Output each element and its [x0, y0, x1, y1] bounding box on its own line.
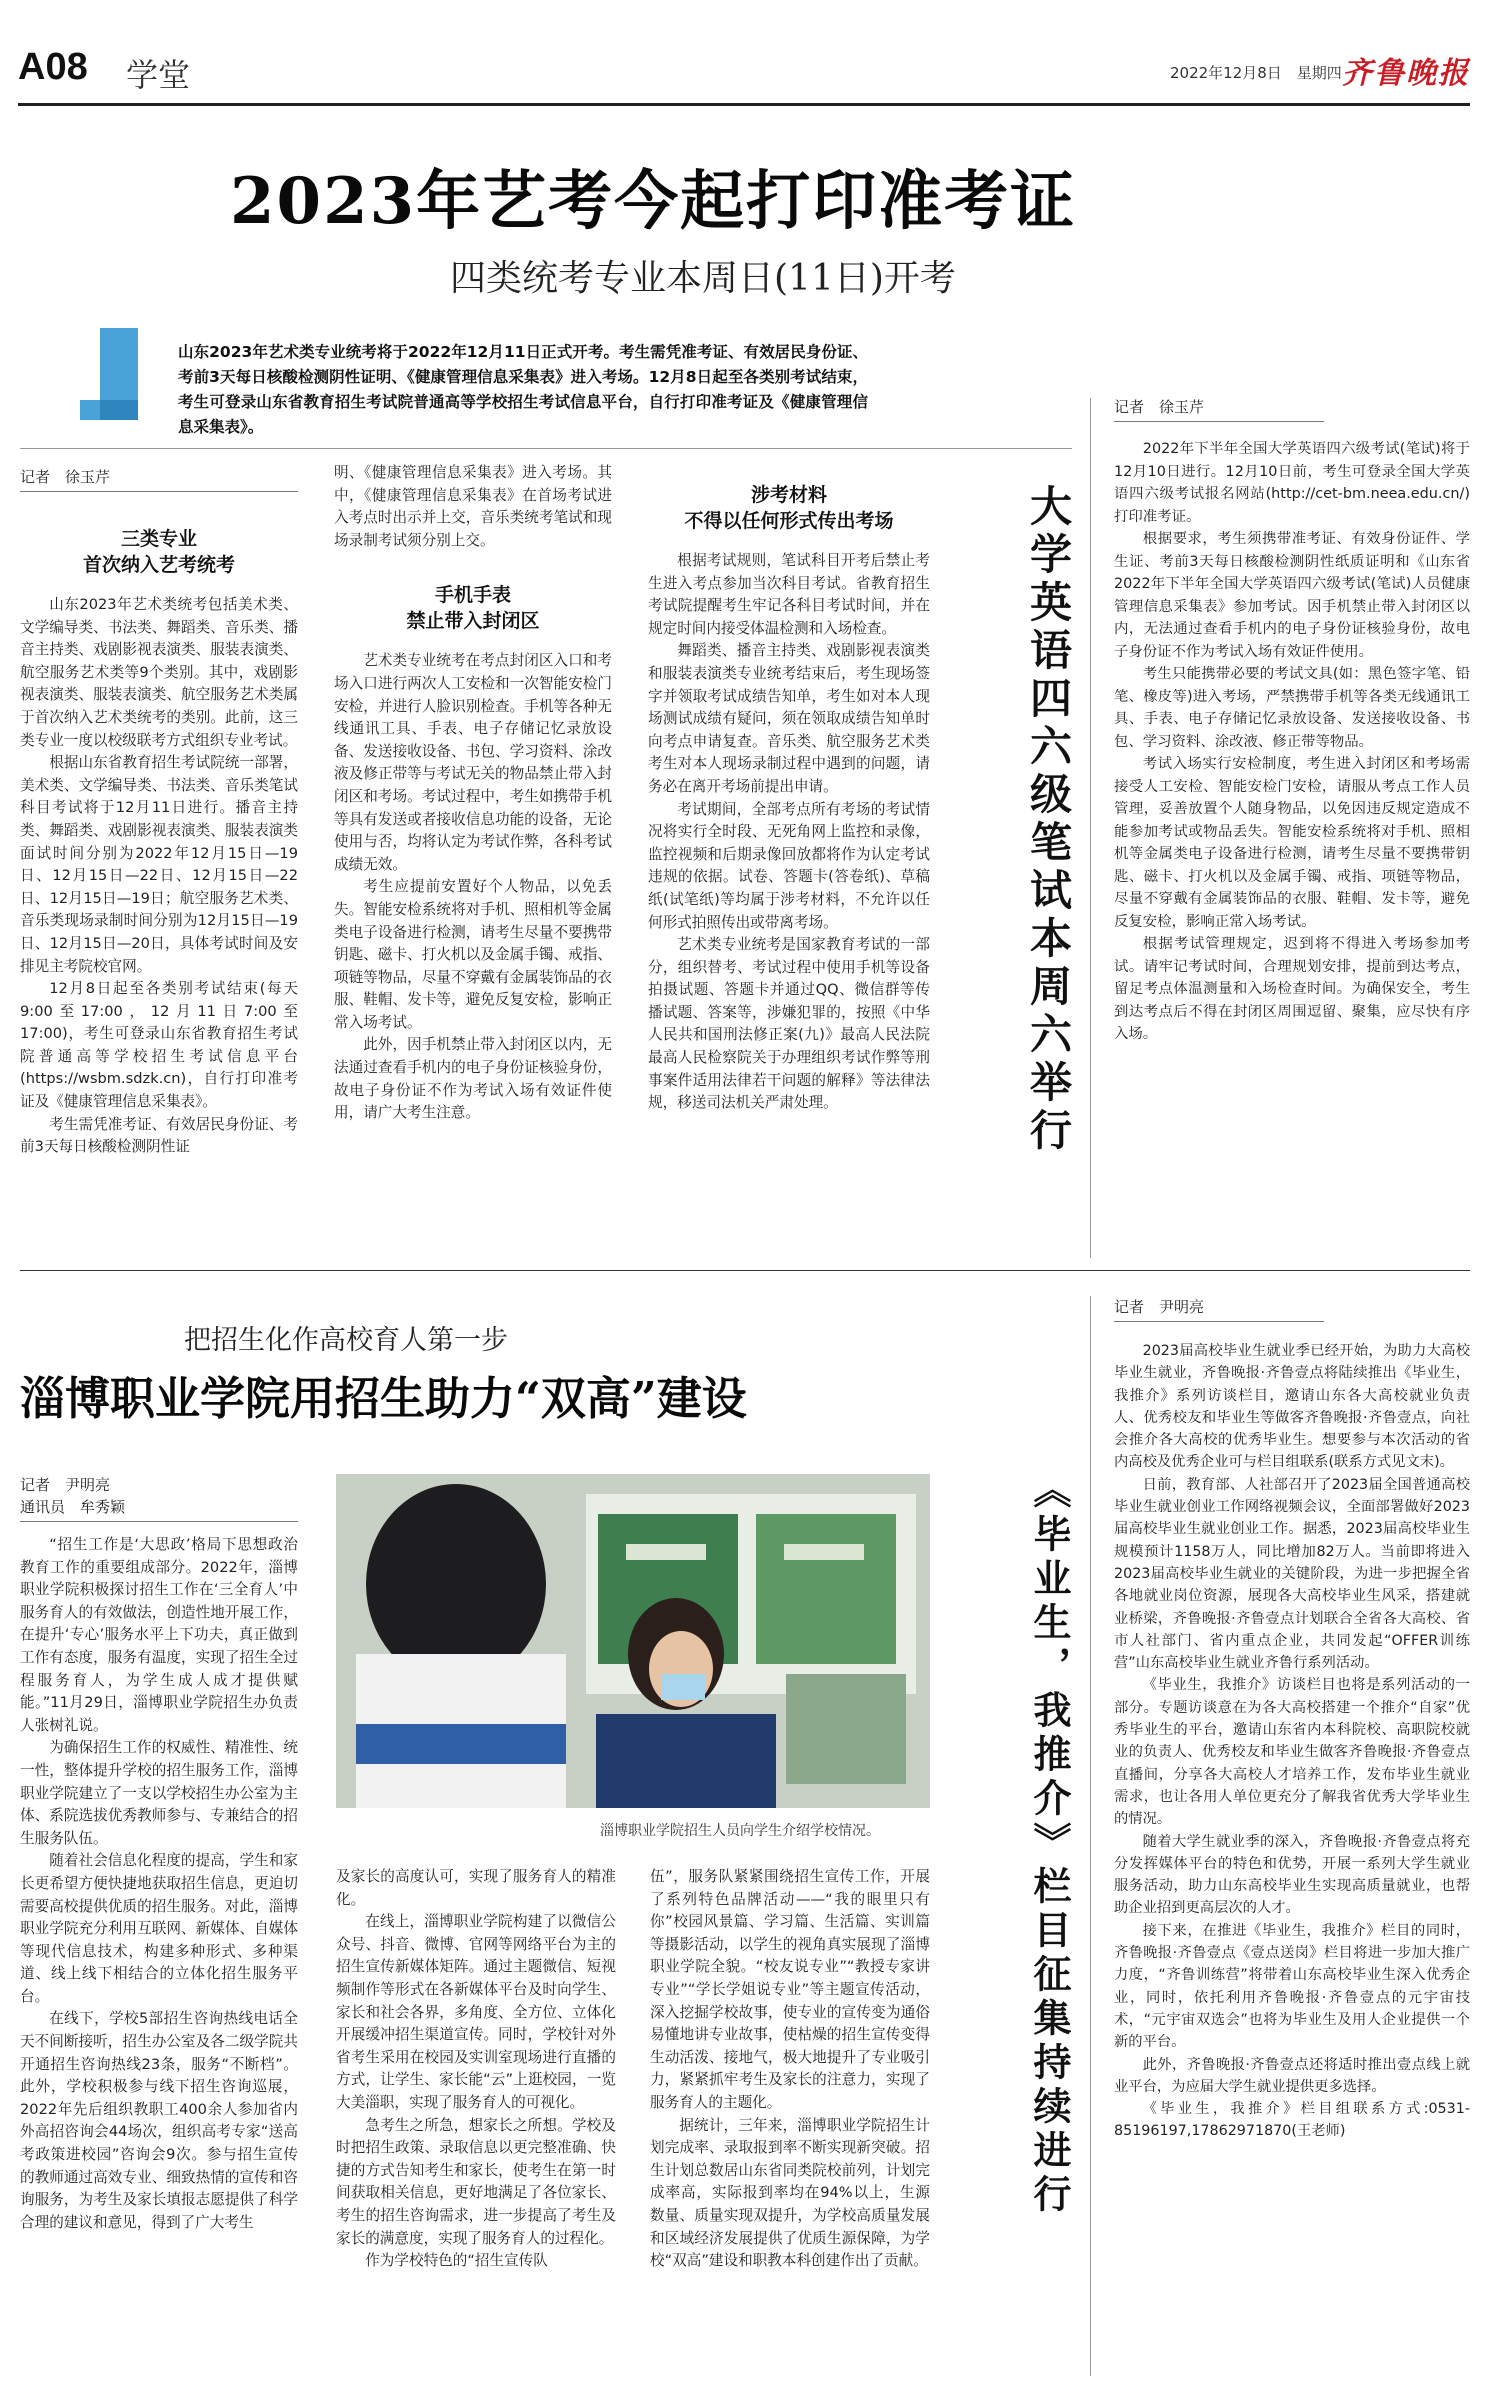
paragraph: 12月8日起至各类别考试结束(每天9:00至17:00，12月11日7:00至17:00)，考生可登录山东省教育招生考试院普通高等学校招生考试信息平台(https://wsbm.sdzk.cn)，自行打印准考证及《健康管理信息采集表》。 — [20, 980, 298, 1111]
paragraph: 艺术类专业统考在考点封闭区入口和考场入口进行两次人工安检和一次智能安检门安检，并进行人脸识别检查。手机等各种无线通讯工具、手表、电子存储记忆录放设备、发送接收设备、书包、学习资料、涂改液及修正带等与考试无关的物品禁止带入封闭区和考场。考试过程中，考生如携带手机等具有发送或者接收信息功能的设备，无论使用与否，均将认定为考试作弊，各科考试成绩无效。 — [334, 652, 612, 873]
article-column — [20, 522, 298, 1159]
section-subheading: 涉考材料 不得以任何形式传出考场 — [684, 484, 894, 532]
paragraph: 山东2023年艺术类统考包括美术类、文学编导类、书法类、舞蹈类、音乐类、播音主持类、戏剧影视表演类、服装表演类、航空服务艺术类等9个类别。其中，戏剧影视表演类、服装表演类、航空服务艺术类属于首次纳入艺术类统考的类别。此前，这三类专业一度以校级联考方式组织专业考试。 — [20, 596, 298, 749]
section-name: 学堂 — [126, 56, 191, 94]
paragraph: 此外，齐鲁晚报·齐鲁壹点还将适时推出壹点线上就业平台，为应届大学生就业提供更多选择。 — [1114, 2056, 1470, 2095]
paragraph: 在线上，淄博职业学院构建了以微信公众号、抖音、微博、官网等网络平台为主的招生宣传新媒体矩阵。通过主题微信、短视频制作等形式在各新媒体平台及时向学生、家长和社会各界，多角度、全方位、立体化开展缓冲招生渠道宣传。同时，学校针对外省考生采用在校园及实训室现场进行直播的方式，让学生、家长能“云”上逛校园，一览大美淄职，实现了服务育人的可视化。 — [336, 1913, 616, 2111]
vertical-title: 《毕业生，我推介》栏目征集持续进行 — [1027, 1470, 1072, 2218]
news-photo — [336, 1474, 930, 1808]
paragraph: 艺术类专业统考是国家教育考试的一部分，组织替考、考试过程中使用手机等设备拍摄试题、答题卡并通过QQ、微信群等传播试题、答案等，涉嫌犯罪的，按照《中华人民共和国刑法修正案(九)》最高人民法院 最高人民检察院关于办理组织考试作弊等刑事案件适用法律若干问题的解释》等法律法规，移送司法机关严肃处理。 — [648, 936, 945, 1112]
article-column — [336, 1866, 616, 2273]
paragraph: 明、《健康管理信息采集表》进入考场。其中，《健康管理信息采集表》在首场考试进入考点时出示并上交，音乐类统考笔试和现场录制考试须分别上交。 — [334, 464, 612, 549]
column-divider — [1090, 398, 1091, 1258]
article-column — [648, 478, 945, 1115]
article-column — [334, 462, 612, 1125]
paragraph: 在线下，学校5部招生咨询热线电话全天不间断接听，招生办公室及各二级学院共开通招生咨询热线23条，服务“不断档”。此外，学校积极参与线下招生咨询巡展，2022年先后组织教职工400余人参加省内外高招咨询会44场次，组织高考专家“送高考政策进校园”咨询会9次。参与招生宣传的教师通过高效专业、细致热情的宣传和咨询服务，为考生及家长填报志愿提供了科学合理的建议和意见，得到了广大考生 — [20, 2010, 298, 2231]
photo-caption: 淄博职业学院招生人员向学生介绍学校情况。 — [600, 1823, 880, 1839]
newspaper-logo: 齐鲁晚报 — [1342, 56, 1470, 91]
article-column — [20, 1534, 298, 2234]
paragraph: 此外，因手机禁止带入封闭区以内，无法通过查看手机内的电子身份证核验身份，故电子身份证不作为考试入场有效证件使用，请广大考生注意。 — [334, 1036, 612, 1122]
paragraph: 《毕业生，我推介》访谈栏目也将是系列活动的一部分。专题访谈意在为各大高校搭建一个推介“自家”优秀毕业生的平台，邀请山东省内本科院校、高职院校就业的负责人、优秀校友和毕业生做客齐鲁晚报·齐鲁壹点直播间，分享各大高校人才培养工作，发布毕业生就业需求，也让各用人单位更充分了解我省优秀大学毕业生的情况。 — [1114, 1677, 1470, 1828]
paragraph: 根据山东省教育招生考试院统一部署，美术类、文学编导类、书法类、音乐类笔试科目考试将于12月11日进行。播音主持类、舞蹈类、戏剧影视表演类、服装表演类面试时间分别为2022年12月15日—19日、12月15日—22日、12月15日—22日、12月15日—19日；航空服务艺术类、音乐类现场录制时间分别为12月15日—19日、12月15日—20日，具体考试时间及安排见主考院校官网。 — [20, 754, 298, 975]
paragraph: 考生需凭准考证、有效居民身份证、考前3天每日核酸检测阴性证 — [20, 1115, 298, 1156]
paragraph: 考生应提前安置好个人物品，以免丢失。智能安检系统将对手机、照相机等金属类电子设备进行检测，请考生尽量不要携带钥匙、磁卡、打火机以及金属手镯、戒指、项链等物品，尽量不穿戴有金属装饰品的衣服、鞋帽、发卡等，避免反复安检，影响正常入场考试。 — [334, 878, 612, 1031]
paragraph: 及家长的高度认可，实现了服务育人的精准化。 — [336, 1868, 616, 1908]
paragraph: 随着社会信息化程度的提高，学生和家长更希望方便快捷地获取招生信息，更迫切需要高校提供优质的招生服务。对此，淄博职业学院充分利用互联网、新媒体、自媒体等现代信息技术，构建多种形式、多种渠道、线上线下相结合的立体化招生服务平台。 — [20, 1852, 298, 2005]
paragraph: 急考生之所急，想家长之所想。学校及时把招生政策、录取信息以更完整准确、快捷的方式告知考生和家长，使考生在第一时间获取相关信息，更好地满足了各位家长、考生的招生咨询需求，进一步提高了考生及家长的满意度，实现了服务育人的过程化。 — [336, 2116, 616, 2247]
byline: 记者 徐玉芹 — [20, 466, 298, 492]
paragraph: 作为学校特色的“招生宣传队 — [365, 2252, 548, 2270]
paragraph: “招生工作是‘大思政’格局下思想政治教育工作的重要组成部分。2022年，淄博职业学院积极探讨招生工作在‘三全育人’中服务育人的有效做法，创造性地开展工作，在提升‘专心’服务水平上下功夫，真正做到工作有态度，服务有温度，实现了招生全过程服务育人，为学生成人成才提供赋能。”11月29日，淄博职业学院招生办负责人张树礼说。 — [20, 1536, 298, 1734]
masthead — [18, 40, 1470, 106]
paragraph: 随着大学生就业季的深入，齐鲁晚报·齐鲁壹点将充分发挥媒体平台的特色和优势，开展一系列大学生就业服务活动，助力山东高校毕业生实现高质量就业，也帮助企业招到更高层次的人才。 — [1114, 1833, 1470, 1917]
paragraph: 2023届高校毕业生就业季已经开始，为助力大高校毕业生就业，齐鲁晚报·齐鲁壹点将陆续推出《毕业生，我推介》系列访谈栏目，邀请山东各大高校就业负责人、优秀校友和毕业生等做客齐鲁晚报·齐鲁壹点，向社会推介各大高校的优秀毕业生。想要参与本次活动的省内高校及优秀企业可与栏目组联系(联系方式见文末)。 — [1114, 1343, 1470, 1471]
paragraph: 根据考试规则，笔试科目开考后禁止考生进入考点参加当次科目考试。省教育招生考试院提醒考生牢记各科目考试时间，并在规定时间内接受体温检测和入场检查。 — [648, 552, 930, 637]
paragraph: 考试期间，全部考点所有考场的考试情况将实行全时段、无死角网上监控和录像，监控视频和后期录像回放都将作为认定考试违规的依据。试卷、答题卡(答卷纸)、草稿纸(试笔纸)等均属于涉考材料，不允许以任何形式拍照传出或带离考场。 — [648, 800, 930, 931]
paragraph: 为确保招生工作的权威性、精准性、统一性，整体提升学校的招生服务工作，淄博职业学院建立了一支以学校招生办公室为主体、系院选拔优秀教师参与、专兼结合的招生服务队伍。 — [20, 1739, 298, 1847]
main-headline: 2023年艺考今起打印准考证 — [230, 164, 1077, 239]
paragraph: 考生只能携带必要的考试文具(如：黑色签字笔、铅笔、橡皮等)进入考场，严禁携带手机等各类无线通讯工具、手表、电子存储记忆录放设备、发送接收设备、书包、学习资料、涂改液、修正带等物品。 — [1114, 666, 1470, 750]
article-column — [1114, 438, 1470, 1046]
paragraph: 据统计，三年来，淄博职业学院招生计划完成率、录取报到率不断实现新突破。招生计划总数居山东省同类院校前列，计划完成率高，实际报到率均在94%以上，生源数量、质量实现双提升，为学校高质量发展和区域经济发展提供了优质生源保障，为学校“双高”建设和职教本科创建作出了贡献。 — [650, 2116, 930, 2270]
article-column — [1114, 1340, 1470, 2143]
blue-corner-icon — [80, 328, 138, 420]
divider — [20, 1270, 1470, 1271]
article-column — [650, 1866, 930, 2273]
section-subheading: 手机手表 禁止带入封闭区 — [406, 584, 540, 633]
photo-illustration — [336, 1474, 930, 1808]
byline: 记者 尹明亮 — [1114, 1296, 1324, 1322]
page-number: A08 — [18, 46, 88, 88]
section-subheading: 三类专业 首次纳入艺考统考 — [82, 528, 235, 576]
article-kicker: 把招生化作高校育人第一步 — [184, 1325, 508, 1356]
paragraph: 根据要求，考生须携带准考证、有效身份证件、学生证、考前3天每日核酸检测阴性纸质证明和《山东省2022年下半年全国大学英语四六级考试(笔试)人员健康管理信息采集表》参加考试。因手机禁止带入封闭区以内，无法通过查看手机内的电子身份证核验身份，故电子身份证不作为考试入场有效证件使用。 — [1114, 531, 1470, 660]
paragraph: 考试入场实行安检制度，考生进入封闭区和考场需接受人工安检、智能安检门安检，请服从考点工作人员管理，妥善放置个人随身物品，以免因违反规定造成不能参加考试或物品丢失。智能安检系统将对手机、照相机等金属类电子设备进行检测，请考生尽量不要携带钥匙、磁卡、打火机以及金属手镯、戒指、项链等物品，尽量不穿戴有金属装饰品的衣服、鞋帽、发卡等，避免反复安检，影响正常入场考试。 — [1114, 756, 1470, 930]
vertical-title: 大学英语四六级笔试本周六举行 — [1024, 484, 1073, 1156]
divider — [20, 448, 1072, 449]
article-headline: 淄博职业学院用招生助力“双高”建设 — [20, 1372, 747, 1425]
paragraph: 日前，教育部、人社部召开了2023届全国普通高校毕业生就业创业工作网络视频会议，全面部署做好2023届高校毕业生就业创业工作。据悉，2023届高校毕业生规模预计1158万人，同比增加82万人。当前即将进入2023届高校毕业生就业的关键阶段，为进一步把握全省各地就业岗位资源，展现各大高校毕业生风采，搭建就业桥梁，齐鲁晚报·齐鲁壹点计划联合全省各大高校、省市人社部门、省内重点企业，共同发起“OFFER训练营”山东高校毕业生就业齐鲁行系列活动。 — [1114, 1476, 1470, 1672]
paragraph: 接下来，在推进《毕业生，我推介》栏目的同时，齐鲁晚报·齐鲁壹点《壹点送岗》栏目将进一步加大推广力度，“齐鲁训练营”将带着山东高校毕业生深入优秀企业，同时，依托利用齐鲁晚报·齐鲁壹点的元宇宙技术，“元宇宙双选会”也将为毕业生及用人企业提供一个新的平台。 — [1114, 1922, 1470, 2051]
lead-paragraph: 山东2023年艺术类专业统考将于2022年12月11日正式开考。考生需凭准考证、有效居民身份证、考前3天每日核酸检测阴性证明、《健康管理信息采集表》进入考场。12月8日起至各类别考试结束，考生可登录山东省教育招生考试院普通高等学校招生考试信息平台，自行打印准考证及《健康管理信息采集表》。 — [178, 343, 868, 436]
column-divider — [1090, 1296, 1091, 2376]
issue-date: 2022年12月8日 星期四 — [1170, 64, 1342, 82]
paragraph: 2022年下半年全国大学英语四六级考试(笔试)将于12月10日进行。12月10日前，考生可登录全国大学英语四六级考试报名网站(http://cet-bm.neea.edu.cn/)打印准考证。 — [1114, 441, 1470, 525]
byline: 通讯员 牟秀颖 — [20, 1496, 298, 1522]
paragraph: 舞蹈类、播音主持类、戏剧影视表演类和服装表演类专业统考结束后，考生现场签字并领取考试成绩告知单，考生如对本人现场测试成绩有疑问，须在领取成绩告知单时向考点申请复查。音乐类、航空服务艺术类考生对本人现场录制过程中遇到的问题，请务必在离开考场前提出申请。 — [648, 642, 930, 795]
paragraph: 伍”，服务队紧紧围绕招生宣传工作，开展了系列特色品牌活动——“我的眼里只有你”校园风景篇、学习篇、生活篇、实训篇等摄影活动，以学生的视角真实展现了淄博职业学院全貌。“校友说专业”“教授专家讲专业”“学长学姐说专业”等主题宣传活动，深入挖掘学校故事，使专业的宣传变为通俗易懂地讲专业故事，使枯燥的招生宣传变得生动活泼、接地气，极大地提升了专业吸引力，紧紧抓牢考生及家长的注意力，实现了服务育人的主题化。 — [650, 1868, 930, 2111]
byline: 记者 尹明亮 — [20, 1476, 111, 1494]
paragraph: 《毕业生，我推介》栏目组联系方式:0531-85196197,17862971870(王老师) — [1114, 2101, 1470, 2140]
paragraph: 根据考试管理规定，迟到将不得进入考场参加考试。请牢记考试时间，合理规划安排，提前到达考点，留足考点体温测量和入场检查时间。为确保安全，考生到达考点后不得在封闭区周围逗留、聚集，应尽快有序入场。 — [1114, 936, 1470, 1042]
main-subheadline: 四类统考专业本周日(11日)开考 — [450, 258, 956, 299]
byline: 记者 徐玉芹 — [1114, 396, 1324, 422]
